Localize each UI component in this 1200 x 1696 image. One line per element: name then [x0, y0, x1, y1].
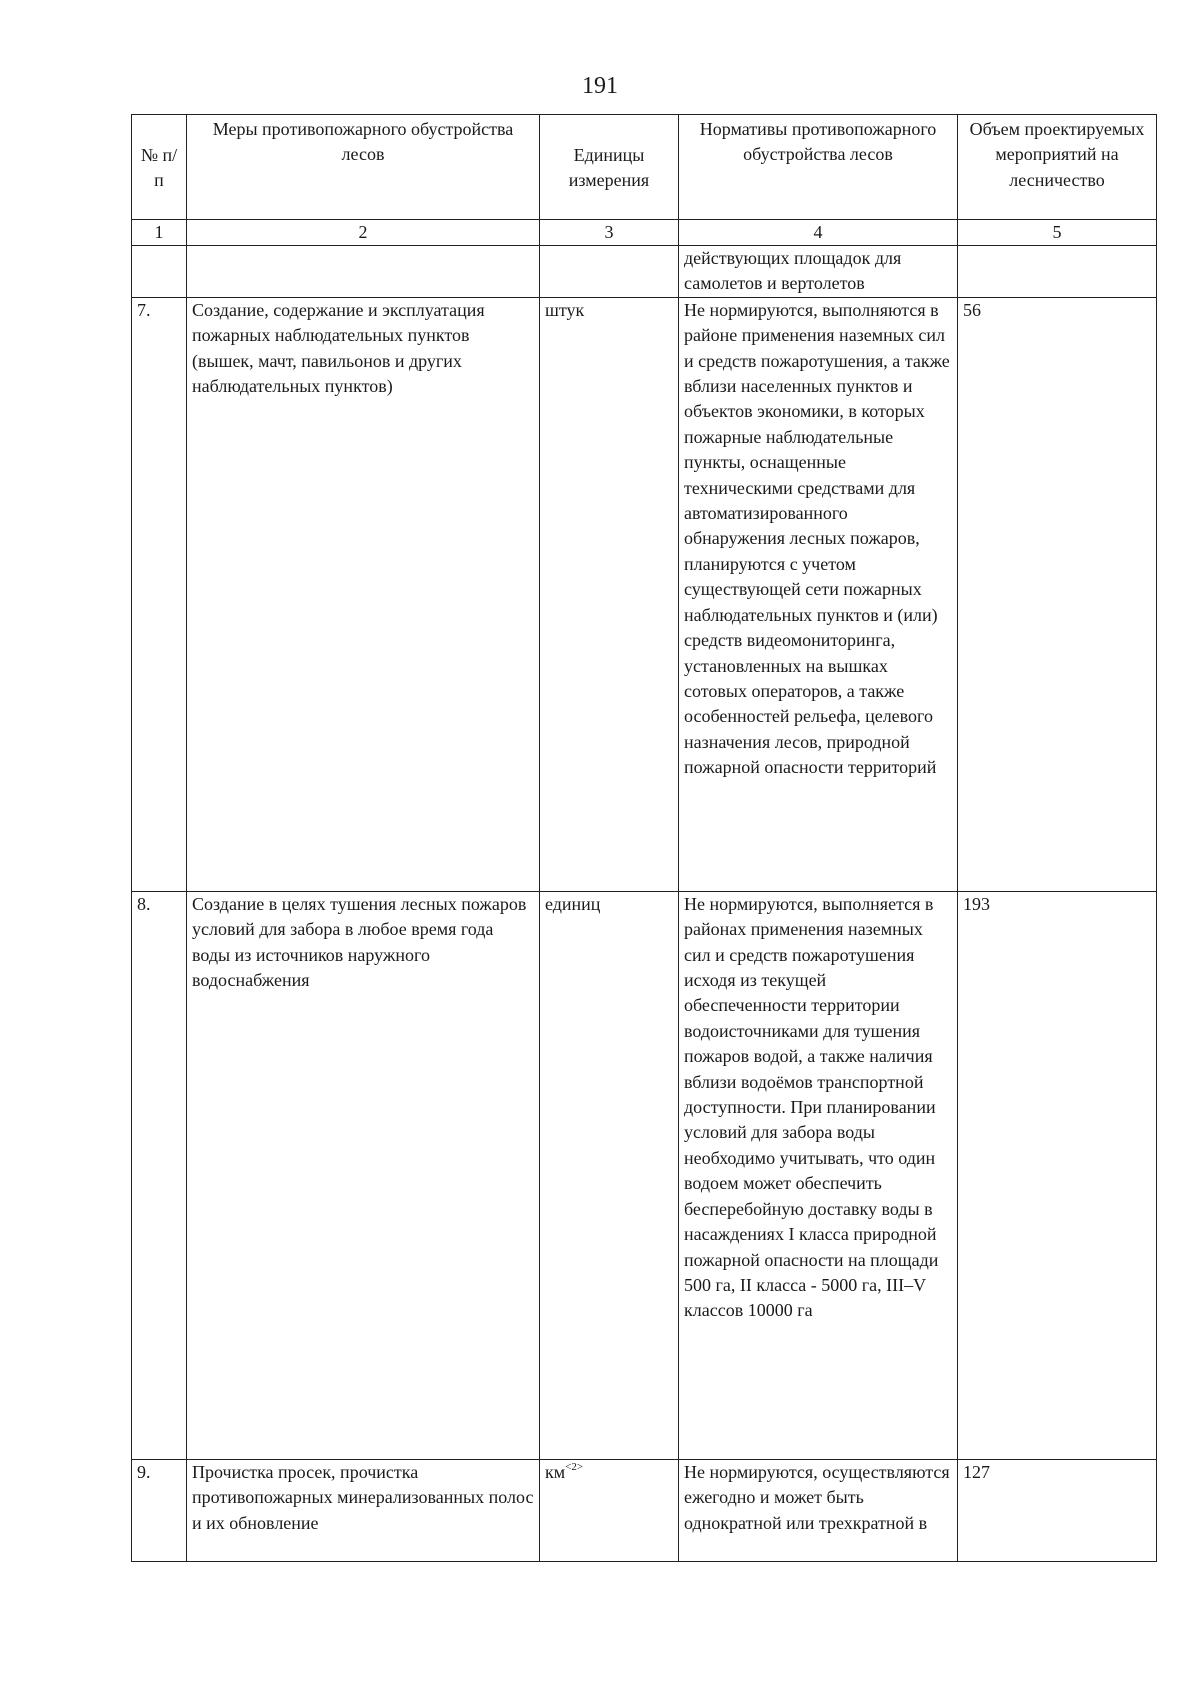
header-norms: Нормативы противопожарного обустройства лесов [679, 115, 958, 220]
header-measures: Меры противопожарного обустройства лесов [187, 115, 540, 220]
table-row [132, 297, 1157, 891]
cell-row-number: 9. [132, 1459, 187, 1561]
header-units: Единицы измерения [540, 115, 679, 220]
cell-empty [958, 246, 1157, 298]
fire-prevention-norms-table [131, 114, 1157, 1562]
cell-measure: Создание в целях тушения лесных пожаров условий для забора в любое время года воды из источников наружного водоснабжения [187, 891, 540, 1459]
unit-label: км [545, 1461, 566, 1482]
cell-norm-continuation: действующих площадок для самолетов и вертолетов [679, 246, 958, 298]
cell-row-number: 7. [132, 297, 187, 891]
table-row-continuation [132, 246, 1157, 298]
column-number-3: 3 [540, 220, 679, 246]
cell-unit: единиц [540, 891, 679, 1459]
cell-volume: 193 [958, 891, 1157, 1459]
header-number: № п/п [132, 115, 187, 220]
header-volume: Объем проектируемых мероприятий на лесничество [958, 115, 1157, 220]
column-number-2: 2 [187, 220, 540, 246]
cell-norm: Не нормируются, выполняется в районах применения наземных сил и средств пожаротушения исходя из текущей обеспеченности территории водоисточниками для тушения пожаров водой, а также наличия вблизи водоёмов транспортной доступности. При планировании условий для забора воды необходимо учитывать, что один водоем может обеспечить бесперебойную доставку воды в насаждениях I класса природной пожарной опасности на площади 500 га, II класса - 5000 га, III–V классов 10000 га [679, 891, 958, 1459]
table-header-row [132, 115, 1157, 220]
cell-volume: 127 [958, 1459, 1157, 1561]
cell-row-number: 8. [132, 891, 187, 1459]
cell-empty [540, 246, 679, 298]
column-number-row [132, 220, 1157, 246]
column-number-4: 4 [679, 220, 958, 246]
cell-empty [187, 246, 540, 298]
cell-volume: 56 [958, 297, 1157, 891]
cell-norm: Не нормируются, осуществляются ежегодно и может быть однократной или трехкратной в [679, 1459, 958, 1561]
page-number: 191 [582, 73, 618, 99]
cell-measure: Создание, содержание и эксплуатация пожарных наблюдательных пунктов (вышек, мачт, павильонов и других наблюдательных пунктов) [187, 297, 540, 891]
cell-norm: Не нормируются, выполняются в районе применения наземных сил и средств пожаротушения, а также вблизи населенных пунктов и объектов экономики, в которых пожарные наблюдательные пункты, оснащенные техническими средствами для автоматизированного обнаружения лесных пожаров, планируются с учетом существующей сети пожарных наблюдательных пунктов и (или) средств видеомониторинга, установленных на вышках сотовых операторов, а также особенностей рельефа, целевого назначения лесов, природной пожарной опасности территорий [679, 297, 958, 891]
table-row [132, 1459, 1157, 1561]
footnote-ref: <2> [565, 1460, 584, 1473]
table-row [132, 891, 1157, 1459]
cell-empty [132, 246, 187, 298]
cell-unit: штук [540, 297, 679, 891]
cell-unit [540, 1459, 679, 1561]
column-number-5: 5 [958, 220, 1157, 246]
column-number-1: 1 [132, 220, 187, 246]
cell-measure: Прочистка просек, прочистка противопожарных минерализованных полос и их обновление [187, 1459, 540, 1561]
